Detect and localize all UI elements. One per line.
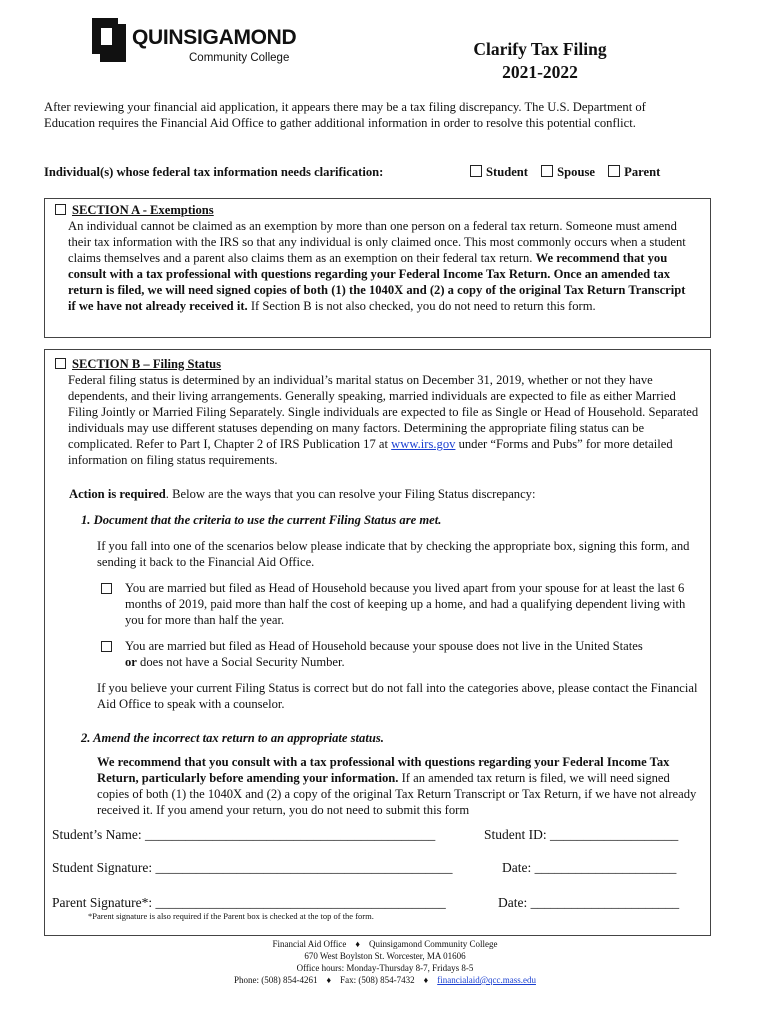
section-b-intro <box>55 356 700 468</box>
option2-text <box>125 638 701 670</box>
section-b-checkbox[interactable] <box>55 358 66 369</box>
option2-checkbox[interactable] <box>101 641 112 652</box>
option2-text-a: You are married but filed as Head of Household because your spouse does not live in the United States <box>125 639 643 653</box>
student-name-field[interactable]: Student’s Name: ___________________________________________ <box>52 827 436 842</box>
title-line2: 2021-2022 <box>502 62 578 82</box>
item2-bold: We recommend that you consult with a tax professional with questions regarding your Federal Income Tax Return, particularly before amending your information. <box>97 755 670 785</box>
title-line1: Clarify Tax Filing <box>473 39 607 59</box>
action-bold: Action is required <box>69 487 166 501</box>
college-logo <box>92 18 322 68</box>
checkbox-label: Parent <box>624 165 661 179</box>
section-b-box <box>44 349 711 936</box>
irs-link[interactable]: www.irs.gov <box>391 437 456 451</box>
item1-title-text: 1. Document that the criteria to use the current Filing Status are met. <box>81 513 442 527</box>
item1-title <box>81 513 711 528</box>
option2-or: or <box>125 655 137 669</box>
section-a <box>55 202 695 314</box>
section-b-text2: under “Forms and Pubs” for more detailed information on filing status requirements. <box>68 437 673 467</box>
footer-address: 670 West Boylston St. Worcester, MA 01606 <box>304 951 466 961</box>
qcc-logo-mark-icon <box>92 18 126 62</box>
footer-fax: Fax: (508) 854-7432 <box>340 975 415 985</box>
item2-title-text: 2. Amend the incorrect tax return to an appropriate status. <box>81 731 384 745</box>
item1-after: If you believe your current Filing Status is correct but do not fall into the categories above, please contact the Financial Aid Office to speak with a counselor. <box>97 681 698 711</box>
section-a-text2: If Section B is not also checked, you do not need to return this form. <box>250 299 596 313</box>
footer-phone: Phone: (508) 854-4261 <box>234 975 318 985</box>
footer-line1 <box>0 939 770 951</box>
action-required <box>69 487 699 502</box>
action-text: . Below are the ways that you can resolve your Filing Status discrepancy: <box>165 487 536 501</box>
logo-subtitle: Community College <box>189 52 290 64</box>
checkbox-parent[interactable] <box>608 165 660 179</box>
item1-text: If you fall into one of the scenarios below please indicate that by checking the appropriate box, signing this form, and sending it back to the Financial Aid Office. <box>97 539 690 569</box>
checkbox-label: Student <box>486 165 528 179</box>
checkbox-icon[interactable] <box>541 165 553 177</box>
section-b-text: Federal filing status is determined by an individual’s marital status on December 31, 2019, whether or not they have dependents, and their living arrangements. Generally speaking, married individuals are expected to file as either Married Filing Jointly or Married Filing Separately. Single individuals are expected to file as Single or Head of Household. Separated individuals may use different statuses depending on many factors. Determining the appropriate filing status can be complicated. Refer to Part I, Chapter 2 of IRS Publication 17 at <box>68 373 699 451</box>
option-spouse-abroad[interactable] <box>101 638 701 670</box>
individuals-checkboxes <box>470 165 670 180</box>
option1-checkbox[interactable] <box>101 583 112 594</box>
item2-body <box>97 754 702 818</box>
intro-paragraph: After reviewing your financial aid application, it appears there may be a tax filing discrepancy. The U.S. Department of Education requires the Financial Aid Office to gather additional information in order to resolve this potential conflict. <box>44 100 646 130</box>
section-b-title: SECTION B – Filing Status <box>72 357 222 371</box>
student-date-field[interactable]: Date: _____________________ <box>502 860 677 875</box>
section-a-checkbox[interactable] <box>55 204 66 215</box>
parent-signature-field[interactable]: Parent Signature*: ___________________________________________ <box>52 895 446 910</box>
individuals-label: Individual(s) whose federal tax information needs clarification: <box>44 165 384 179</box>
parent-signature-note: *Parent signature is also required if the Parent box is checked at the top of the form. <box>88 911 374 921</box>
footer-hours: Office hours: Monday-Thursday 8-7, Fridays 8-5 <box>296 963 474 973</box>
item2-title <box>81 731 711 746</box>
checkbox-student[interactable] <box>470 165 528 179</box>
section-a-title: SECTION A - Exemptions <box>72 203 214 217</box>
section-a-bold: We recommend that you consult with a tax professional with questions regarding your Federal Income Tax Return. Once an amended tax return is filed, we will need signed copies of both (1) the 1040X and (2) a copy of the original Tax Return Transcript if we have not already received it. <box>68 251 686 313</box>
footer-office: Financial Aid Office <box>272 939 347 949</box>
checkbox-icon[interactable] <box>608 165 620 177</box>
diamond-icon: ♦ <box>355 939 360 949</box>
footer-college: Quinsigamond Community College <box>368 939 498 949</box>
student-id-field[interactable]: Student ID: ___________________ <box>484 827 679 842</box>
diamond-icon: ♦ <box>326 975 332 985</box>
footer-email-link[interactable]: financialaid@qcc.mass.edu <box>437 975 536 985</box>
checkbox-spouse[interactable] <box>541 165 595 179</box>
footer-contact <box>0 975 770 987</box>
page-title <box>440 38 640 84</box>
logo-name: QUINSIGAMOND <box>132 26 297 49</box>
section-a-body <box>55 218 695 314</box>
student-signature-field[interactable]: Student Signature: ____________________________________________ <box>52 860 453 875</box>
parent-date-field[interactable]: Date: ______________________ <box>498 895 680 910</box>
option1-text: You are married but filed as Head of Household because you lived apart from your spouse for at least the last 6 months of 2019, paid more than half the cost of keeping up a home, and had a qualifying dependent living with you for more than half the year. <box>125 581 686 627</box>
section-a-box <box>44 198 711 338</box>
diamond-icon: ♦ <box>423 975 429 985</box>
item2-text: If an amended tax return is filed, we will need signed copies of both (1) the 1040X and (2) a copy of the original Tax Return Transcript or Tax Return, if we have not already received it. If you amend your return, you do not need to submit this form <box>97 771 697 817</box>
checkbox-label: Spouse <box>557 165 595 179</box>
section-a-text: An individual cannot be claimed as an exemption by more than one person on a federal tax return. Someone must amend their tax information with the IRS so that any individual is only claimed once. This most commonly occurs when a student claims themselves and a parent also claims them as an exemption on their federal tax return. <box>68 219 686 265</box>
section-b-body <box>55 372 700 468</box>
option-head-of-household-apart[interactable] <box>101 580 701 628</box>
checkbox-icon[interactable] <box>470 165 482 177</box>
option2-text-b: does not have a Social Security Number. <box>140 655 345 669</box>
